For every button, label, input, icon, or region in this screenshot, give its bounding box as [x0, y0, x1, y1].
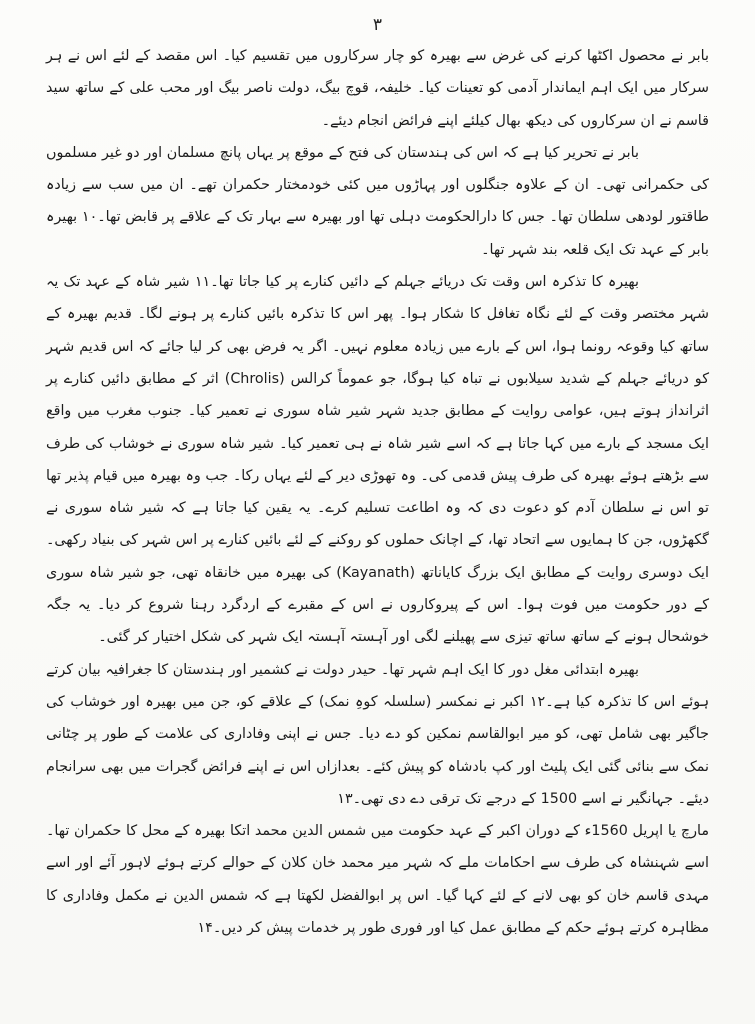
- paragraph-babur-account: بابر نے تحریر کیا ہے کہ اس کی ہندستان کی فتح کے موقع پر یہاں پانچ مسلمان اور دو غیر مسلموں کی حکمرانی تھی۔ ان کے علاوہ جنگلوں اور پہاڑوں میں کئی خودمختار حکمران تھے۔ ان میں سب سے زیادہ طاقتور لودھی سلطان تھا۔ جس کا دارالحکومت دہلی تھا اور بھیرہ سے بہار تک کے علاقے پر قابض تھا۔۱۰ بھیرہ بابر کے عہد تک ایک قلعہ بند شہر تھا۔: [46, 144, 709, 258]
- paragraph-mughal-era: بھیرہ ابتدائی مغل دور کا ایک اہم شہر تھا۔ حیدر دولت نے کشمیر اور ہندستان کا جغرافیہ بیان کرتے ہوئے اس کا تذکرہ کیا ہے۔۱۲ اکبر نے نمکسر (سلسلہ کوہِ نمک) کے علاقے کو، جن میں بھیرہ اور خوشاب کی جاگیر بھی شامل تھی، کو میر ابوالقاسم نمکین کو دے دیا۔ جس نے اپنی وفاداری کی علامت کے طور پر چٹانی نمک سے بنائی گئی ایک پلیٹ اور کپ بادشاہ کو پیش کئے۔ بعدازاں اس نے اپنے فرائض گجرات میں بھی سرانجام دیئے۔ جہانگیر نے اسے 1500 کے درجے تک ترقی دے دی تھی۔۱۳: [46, 661, 710, 807]
- paragraph-sher-shah-city: بھیرہ کا تذکرہ اس وقت تک دریائے جہلم کے دائیں کنارے پر کیا جاتا تھا۔۱۱ شیر شاہ کے عہد تک یہ شہر مختصر وقت کے لئے نگاہ تغافل کا شکار ہوا۔ پھر اس کا تذکرہ بائیں کنارے پر ہونے لگا۔ قدیم بھیرہ کے ساتھ کیا وقوعہ رونما ہوا، اس کے بارے میں زیادہ معلوم نہیں۔ اگر یہ فرض بھی کر لیا جائے کہ اس قدیم شہر کو دریائے جہلم کے شدید سیلابوں نے تباہ کیا ہوگا، جو عموماً کرالس (Chrolis) اثر کے مطابق دائیں کنارے پر اثرانداز ہوتے ہیں، عوامی روایت کے مطابق جدید شہر شیر شاہ سوری نے تعمیر کیا۔ جنوب مغرب میں واقع ایک مسجد کے بارے میں کہا جاتا ہے کہ اسے شیر شاہ نے ہی تعمیر کیا۔ شیر شاہ سوری نے خوشاب کی طرف سے بڑھتے ہوئے بھیرہ کی طرف پیش قدمی کی۔ وہ تھوڑی دیر کے لئے یہاں رکا۔ جب وہ بھیرہ میں قیام پذیر تھا تو اس نے سلطان آدم کو دعوت دی کہ وہ اطاعت تسلیم کرے۔ یہ یقین کیا جاتا ہے کہ شیر شاہ سوری نے گکھڑوں، جن کا ہمایوں سے اتحاد تھا، کے اچانک حملوں کو روکنے کے لئے بائیں کنارے پر اس شہر کی بنیاد رکھی۔ ایک دوسری روایت کے مطابق ایک بزرگ کایاناتھ (Kayanath) کی بھیرہ میں خانقاہ تھی، جو شیر شاہ سوری کے دور حکومت میں فوت ہوا۔ اس کے پیروکاروں نے اس کے مقبرے کے اردگرد رہنا شروع کر دیا۔ یہ جگہ خوشحال ہونے کے ساتھ ساتھ تیزی سے پھیلنے لگی اور آہستہ آہستہ ایک شہر کی شکل اختیار کر گئی۔: [46, 274, 710, 646]
- body-text: [46, 40, 709, 944]
- paragraph-revenue-divisions: بابر نے محصول اکٹھا کرنے کی غرض سے بھیرہ کو چار سرکاروں میں تقسیم کیا۔ اس مقصد کے لئے اس نے ہر سرکار میں ایک اہم ایماندار آدمی کو تعینات کیا۔ خلیفہ، قوچ بیگ، دولت ناصر بیگ اور محب علی کے ساتھ سید قاسم نے ان سرکاروں کی دیکھ بھال کیلئے اپنے فرائض انجام دیئے۔: [46, 48, 709, 129]
- page-number: ۳: [372, 15, 383, 35]
- paragraph-akbar-reign: مارچ یا اپریل 1560ء کے دوران اکبر کے عہد حکومت میں شمس الدین محمد اتکا بھیرہ کے محل کا حکمران تھا۔ اسے شہنشاہ کی طرف سے احکامات ملے کہ شہر میر محمد خان کلان کے حوالے کرتے ہوئے لاہور آئے اور اسے مہدی قاسم خان کو بھی لانے کے لئے کہا گیا۔ اس پر ابوالفضل لکھتا ہے کہ شمس الدین نے مکمل وفاداری کا مظاہرہ کرتے ہوئے حکم کے مطابق عمل کیا اور فوری طور پر خدمات پیش کر دیں۔۱۴: [46, 823, 709, 937]
